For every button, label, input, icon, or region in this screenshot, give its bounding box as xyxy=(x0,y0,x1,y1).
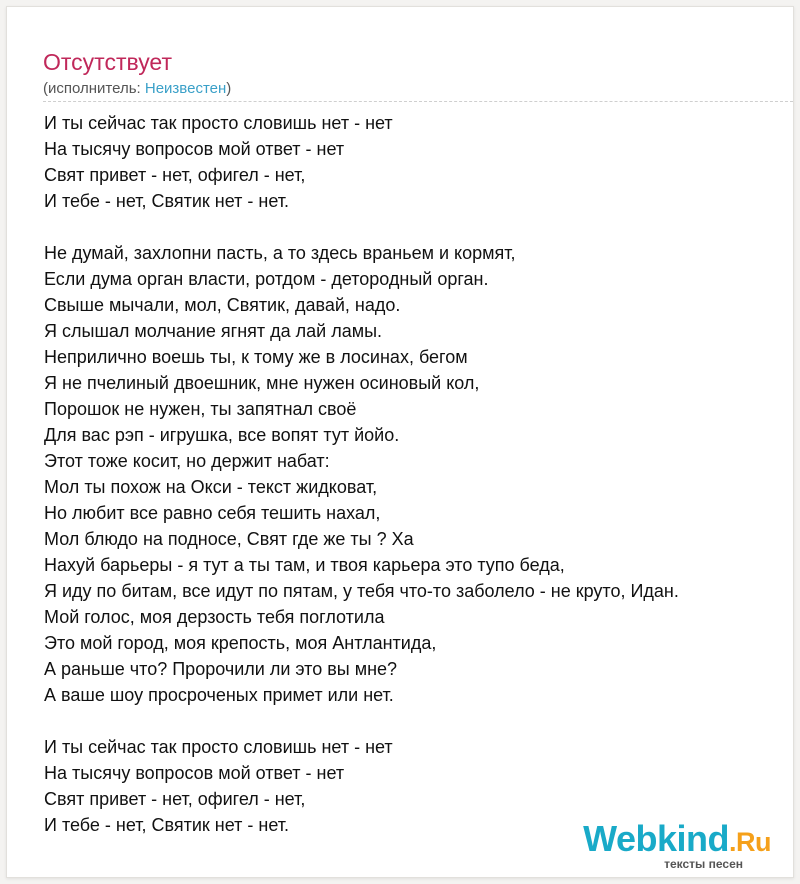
lyric-line: Свят привет - нет, офигел - нет, xyxy=(44,165,306,185)
lyric-line: Но любит все равно себя тешить нахал, xyxy=(44,503,381,523)
lyric-line: Свыше мычали, мол, Святик, давай, надо. xyxy=(44,295,401,315)
lyric-line: Для вас рэп - игрушка, все вопят тут йойо. xyxy=(44,425,400,445)
artist-prefix: (исполнитель: xyxy=(43,80,145,97)
lyric-line: Это мой город, моя крепость, моя Антлантида, xyxy=(44,633,437,653)
lyric-line: Не думай, захлопни пасть, а то здесь враньем и кормят, xyxy=(44,243,516,263)
artist-suffix: ) xyxy=(226,80,232,97)
logo-name: Webkind xyxy=(583,818,729,859)
lyric-line: Этот тоже косит, но держит набат: xyxy=(44,451,330,471)
lyric-line: Я не пчелиный двоешник, мне нужен осиновый кол, xyxy=(44,373,480,393)
lyric-line: Если дума орган власти, ротдом - детородный орган. xyxy=(44,269,489,289)
site-logo[interactable] xyxy=(583,819,771,870)
lyric-line: Мол блюдо на подносе, Свят где же ты ? Ха xyxy=(44,529,414,549)
artist-link[interactable]: Неизвестен xyxy=(144,80,227,97)
lyric-line: И тебе - нет, Святик нет - нет. xyxy=(44,815,289,835)
lyric-line: И ты сейчас так просто словишь нет - нет xyxy=(44,113,393,133)
lyric-line: Порошок не нужен, ты запятнал своё xyxy=(44,399,357,419)
lyric-line: Мой голос, моя дерзость тебя поглотила xyxy=(44,607,385,627)
lyric-line: А ваше шоу просроченых примет или нет. xyxy=(44,685,394,705)
lyric-line: Я слышал молчание ягнят да лай ламы. xyxy=(44,321,383,341)
lyric-line: И ты сейчас так просто словишь нет - нет xyxy=(44,737,393,757)
logo-tagline: тексты песен xyxy=(664,857,743,871)
stanza-gap xyxy=(44,708,784,734)
dashed-divider xyxy=(43,101,793,102)
lyrics-text xyxy=(44,110,784,838)
stanza-gap xyxy=(44,214,784,240)
logo-tld: .Ru xyxy=(729,827,771,857)
lyric-line: А раньше что? Пророчили ли это вы мне? xyxy=(44,659,398,679)
lyric-line: Я иду по битам, все идут по пятам, у тебя что-то заболело - не круто, Идан. xyxy=(44,581,679,601)
lyrics-card xyxy=(6,6,794,878)
lyric-line: На тысячу вопросов мой ответ - нет xyxy=(44,139,345,159)
lyric-line: На тысячу вопросов мой ответ - нет xyxy=(44,763,345,783)
logo-wordmark xyxy=(583,819,771,862)
lyric-line: Мол ты похож на Окси - текст жидковат, xyxy=(44,477,378,497)
lyric-line: Нахуй барьеры - я тут а ты там, и твоя карьера это тупо беда, xyxy=(44,555,565,575)
lyric-line: Неприлично воешь ты, к тому же в лосинах, бегом xyxy=(44,347,468,367)
artist-line xyxy=(43,78,231,100)
lyric-line: Свят привет - нет, офигел - нет, xyxy=(44,789,306,809)
song-title: Отсутствует xyxy=(43,49,172,75)
lyric-line: И тебе - нет, Святик нет - нет. xyxy=(44,191,289,211)
